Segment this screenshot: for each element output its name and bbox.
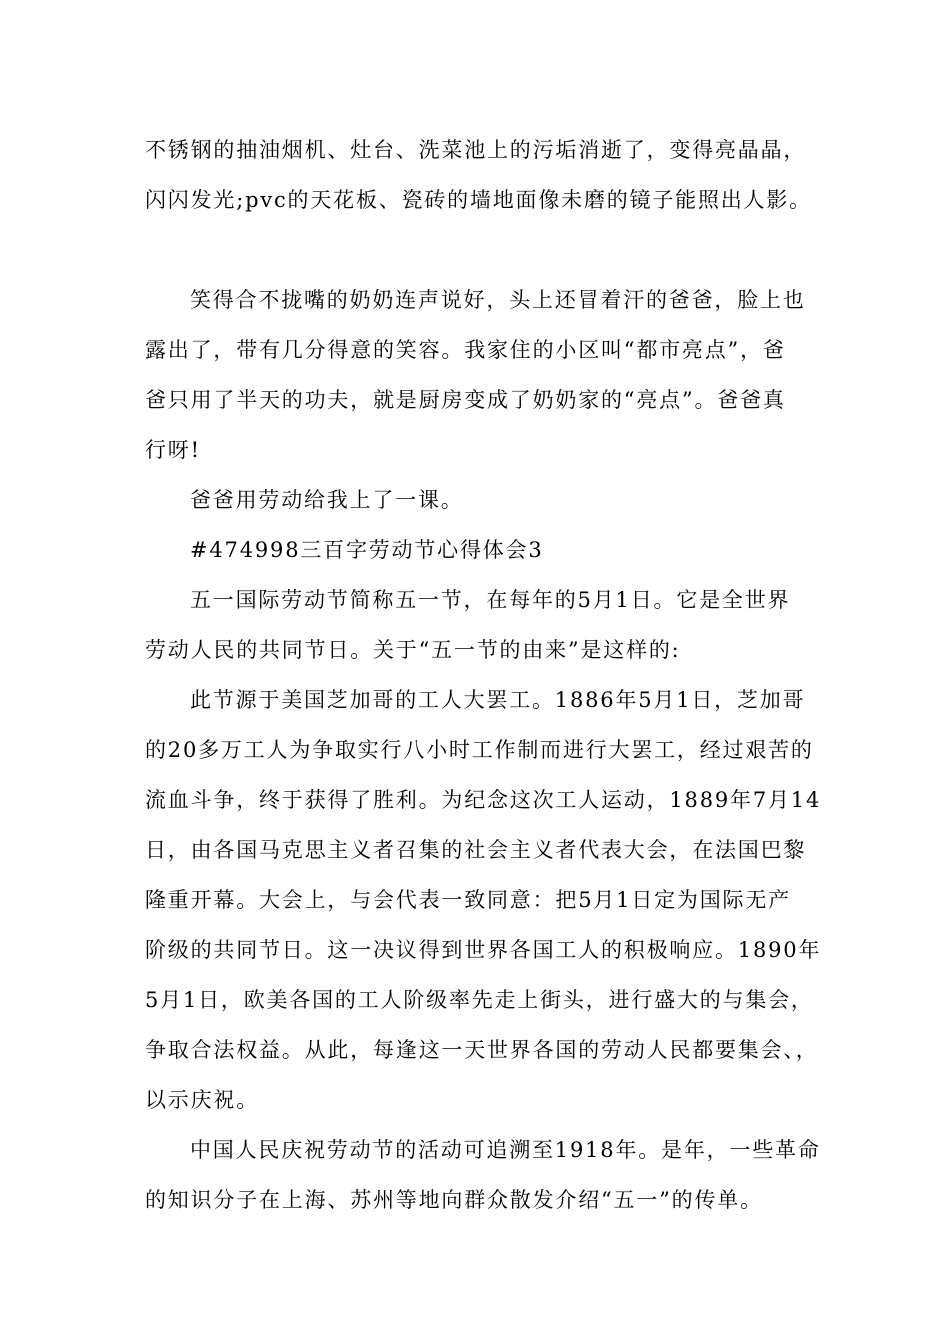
text-line: 不锈钢的抽油烟机、灶台、洗菜池上的污垢消逝了，变得亮晶晶， xyxy=(145,138,807,162)
text-line: 露出了，带有几分得意的笑容。我家住的小区叫“都市亮点”，爸 xyxy=(145,338,786,362)
text-line: 五一国际劳动节简称五一节，在每年的5月1日。它是全世界 xyxy=(190,588,791,612)
text-line: 此节源于美国芝加哥的工人大罢工。1886年5月1日，芝加哥 xyxy=(190,688,806,712)
text-line: 劳动人民的共同节日。关于“五一节的由来”是这样的: xyxy=(145,638,681,662)
text-line: 日，由各国马克思主义者召集的社会主义者代表大会，在法国巴黎 xyxy=(145,838,807,862)
text-line: 的知识分子在上海、苏州等地向群众散发介绍“五一”的传单。 xyxy=(145,1188,763,1212)
section-heading: #474998三百字劳动节心得体会3 xyxy=(190,538,544,562)
text-line: 阶级的共同节日。这一决议得到世界各国工人的积极响应。1890年 xyxy=(145,938,822,962)
text-line: 流血斗争，终于获得了胜利。为纪念这次工人运动，1889年7月14 xyxy=(145,788,822,812)
text-line: 5月1日，欧美各国的工人阶级率先走上街头，进行盛大的与集会， xyxy=(145,988,814,1012)
text-line: 隆重开幕。大会上，与会代表一致同意：把5月1日定为国际无产 xyxy=(145,888,791,912)
text-line: 行呀! xyxy=(145,438,201,462)
text-line: 爸只用了半天的功夫，就是厨房变成了奶奶家的“亮点”。爸爸真 xyxy=(145,388,786,412)
text-line: 笑得合不拢嘴的奶奶连声说好，头上还冒着汗的爸爸，脸上也 xyxy=(190,288,806,312)
text-line: 争取合法权益。从此，每逢这一天世界各国的劳动人民都要集会、， xyxy=(145,1038,819,1062)
text-line: 中国人民庆祝劳动节的活动可追溯至1918年。是年，一些革命 xyxy=(190,1138,821,1162)
text-line: 的20多万工人为争取实行八小时工作制而进行大罢工，经过艰苦的 xyxy=(145,738,814,762)
text-line: 爸爸用劳动给我上了一课。 xyxy=(190,488,464,512)
text-line: 闪闪发光;pvc的天花板、瓷砖的墙地面像未磨的镜子能照出人影。 xyxy=(145,188,812,212)
text-line: 以示庆祝。 xyxy=(145,1088,259,1112)
